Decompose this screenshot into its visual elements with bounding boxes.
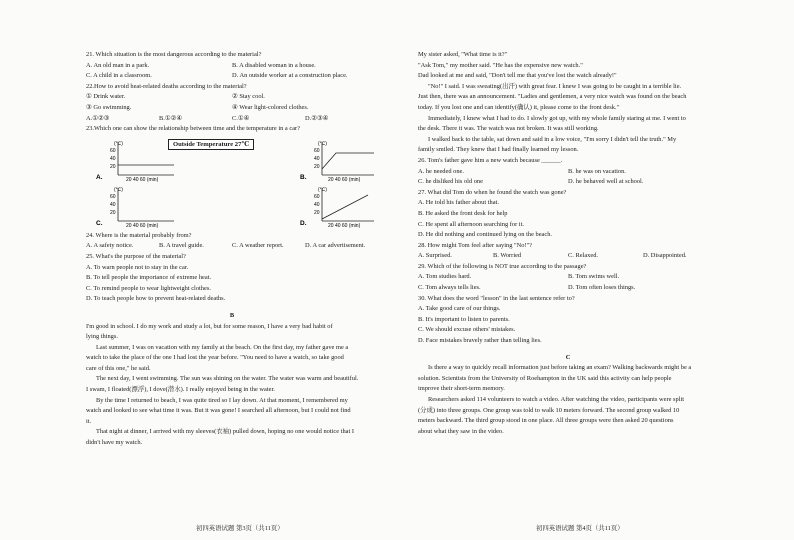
q30-option-c: C. We should excuse others' mistakes. bbox=[418, 326, 516, 334]
passage-b-cont-line: "Ask Tom," my mother said. "He has the expensive new watch." bbox=[418, 61, 583, 69]
graph-a-xticks: 20 40 60 (min) bbox=[126, 176, 159, 183]
q28-option-a: A. Surprised. bbox=[418, 252, 452, 260]
passage-c-line: Is there a way to quickly recall information just before taking an exam? Walking backwards might be a bbox=[428, 364, 692, 372]
graph-c-label: C. bbox=[96, 219, 103, 227]
q25-option-d: D. To teach people how to prevent heat-related deaths. bbox=[86, 295, 226, 303]
passage-b-cont-line: the desk. There it was. The watch was not broken. It was still working. bbox=[418, 125, 599, 133]
graph-b-ytick-60: 60 bbox=[314, 147, 320, 154]
q23-stem: 23.Which one can show the relationship between time and the temperature in a car? bbox=[86, 125, 301, 133]
q21-options-ab bbox=[86, 61, 378, 72]
passage-b-cont-line: "No!" I said. I was sweating(出汗) with great fear. I knew I was going to be caught in a terrible lie. bbox=[428, 82, 682, 90]
graph-a-ytick-60: 60 bbox=[110, 147, 116, 154]
q29-options-ab bbox=[418, 272, 718, 283]
q22-item-2: ② Stay cool. bbox=[232, 93, 265, 101]
q22-stem: 22.How to avoid heat-related deaths according to the material? bbox=[86, 82, 247, 90]
q24-option-d: D. A car advertisement. bbox=[305, 242, 366, 250]
graph-d-xticks: 20 40 60 (min) bbox=[328, 222, 361, 229]
passage-b-line: care of this one," he said. bbox=[86, 364, 151, 372]
q22-option-a: A.①②③ bbox=[86, 114, 110, 122]
q23-chart-title: Outside Temperature 27℃ bbox=[168, 139, 254, 150]
passage-b-continued bbox=[418, 50, 718, 156]
passage-c-line: (分成) into three groups. One group was told to walk 10 meters forward. The second group walked 10 bbox=[418, 406, 680, 414]
q29-option-c: C. Tom always tells lies. bbox=[418, 284, 481, 292]
graph-b-unit: (℃) bbox=[318, 140, 327, 147]
q26-option-b: B. he was on vacation. bbox=[568, 167, 626, 175]
graph-a-ytick-20: 20 bbox=[110, 163, 116, 170]
passage-b bbox=[86, 322, 378, 449]
q23-graphs bbox=[86, 137, 378, 229]
q24-option-c: C. A weather report. bbox=[232, 242, 284, 250]
q29-option-b: B. Tom swims well. bbox=[568, 273, 620, 281]
q27-option-b: B. He asked the front desk for help bbox=[418, 209, 508, 217]
q27-option-c: C. He spent all afternoon searching for it. bbox=[418, 220, 524, 228]
q29-option-a: A. Tom studies hard. bbox=[418, 273, 472, 281]
graph-b bbox=[300, 141, 374, 183]
q28-option-c: C. Relaxed. bbox=[568, 252, 598, 260]
q28-stem: 28. How might Tom feel after saying "No!"? bbox=[418, 241, 532, 249]
q26-options-cd bbox=[418, 177, 718, 188]
graph-c-ytick-60: 60 bbox=[110, 193, 116, 200]
q26-option-d: D. he behaved well at school. bbox=[568, 178, 644, 186]
graph-d-ytick-20: 20 bbox=[314, 209, 320, 216]
q24-option-a: A. A safety notice. bbox=[86, 242, 134, 250]
q26-option-c: C. he disliked his old one bbox=[418, 178, 483, 186]
graph-b-line bbox=[322, 153, 374, 169]
graph-a bbox=[96, 141, 174, 183]
passage-b-cont-line: Dad looked at me and said, "Don't tell me that you've lost the watch already!" bbox=[418, 72, 617, 80]
graph-c-xticks: 20 40 60 (min) bbox=[126, 222, 159, 229]
footer-page-4: 初四英语试题 第4页（共11页） bbox=[536, 525, 624, 532]
q30-option-a: A. Take good care of our things. bbox=[418, 305, 501, 313]
passage-b-cont-line: today. If you lost one and can identify(确认) it, please come to the front desk." bbox=[418, 103, 620, 111]
q22-options bbox=[86, 114, 378, 125]
q22-items-12 bbox=[86, 92, 378, 103]
q27-option-a: A. He told his father about that. bbox=[418, 199, 499, 207]
graph-c-ytick-20: 20 bbox=[110, 209, 116, 216]
graph-c bbox=[96, 187, 174, 229]
q22-item-1: ① Drink water. bbox=[86, 93, 126, 101]
passage-b-cont-line: Just then, there was an announcement. "Ladies and gentlemen, a very nice watch was found on the beach bbox=[418, 93, 687, 101]
footer-page-3: 初四英语试题 第3页（共11页） bbox=[196, 525, 284, 532]
passage-b-line: That night at dinner, I arrived with my sleeves(衣袖) pulled down, hoping no one would notice that I bbox=[96, 428, 354, 436]
q30-option-b: B. It's important to listen to parents. bbox=[418, 315, 510, 323]
left-column bbox=[86, 50, 378, 449]
passage-c-line: Researchers asked 114 volunteers to watch a video. After watching the video, participants were split bbox=[428, 396, 685, 403]
passage-b-cont-line: family smiled. They knew that I had finally learned my lesson. bbox=[418, 146, 579, 154]
passage-b-line: The next day, I went swimming. The sun was shining on the water. The water was warm and beautiful. bbox=[96, 375, 359, 383]
graph-c-unit: (℃) bbox=[114, 186, 123, 193]
q28-option-d: D. Disappointed. bbox=[643, 252, 687, 260]
q22-option-d: D.②③④ bbox=[305, 114, 329, 122]
passage-b-cont-line: Immediately, I knew what I had to do. I slowly got up, with my whole family staring at me. I went to bbox=[428, 114, 686, 122]
q22-items-34 bbox=[86, 103, 378, 114]
q21-option-c: C. A child in a classroom. bbox=[86, 72, 152, 80]
graph-d bbox=[300, 187, 374, 229]
graph-d-label: D. bbox=[300, 219, 307, 227]
graph-a-ytick-40: 40 bbox=[110, 155, 116, 162]
passage-c-line: about what they saw in the video. bbox=[418, 427, 504, 435]
q22-option-b: B.①②④ bbox=[159, 114, 183, 122]
passage-b-cont-line: My sister asked, "What time is it?" bbox=[418, 51, 508, 58]
graph-d-line bbox=[322, 195, 368, 219]
graph-c-ytick-40: 40 bbox=[110, 201, 116, 208]
passage-c bbox=[418, 363, 718, 437]
right-column bbox=[418, 50, 718, 437]
q28-options bbox=[418, 251, 718, 262]
q30-option-d: D. Face mistakes bravely rather than telling lies. bbox=[418, 337, 542, 345]
passage-b-line: Last summer, I was on vacation with my family at the beach. On the first day, my father gave me a bbox=[96, 343, 349, 351]
passage-b-line: watch to take the place of the one I had lost the year before. "You need to have a watch, so take good bbox=[86, 354, 344, 362]
passage-b-line: didn't have my watch. bbox=[86, 439, 143, 447]
passage-b-line: lying things. bbox=[86, 333, 118, 341]
passage-c-line: meters backward. The third group stood in one place. All three groups were then asked 20 questions bbox=[418, 417, 674, 425]
q23-graphs-svg bbox=[86, 137, 378, 229]
q28-option-b: B. Worried bbox=[493, 252, 522, 260]
q30-stem: 30. What does the word "lesson" in the last sentence refer to? bbox=[418, 294, 575, 302]
q21-option-b: B. A disabled woman in a house. bbox=[232, 61, 316, 69]
q21-option-d: D. An outside worker at a construction place. bbox=[232, 72, 348, 80]
q26-stem: 26. Tom's father gave him a new watch because ______. bbox=[418, 156, 563, 164]
passage-c-line: solution. Scientists from the University of Roehampton in the UK said this activity can help people bbox=[418, 374, 672, 382]
q29-stem: 29. Which of the following is NOT true according to the passage? bbox=[418, 262, 587, 270]
q25-stem: 25. What's the purpose of the material? bbox=[86, 252, 186, 260]
graph-b-label: B. bbox=[300, 173, 307, 181]
q21-option-a: A. An old man in a park. bbox=[86, 61, 150, 69]
q26-option-a: A. he needed one. bbox=[418, 167, 464, 175]
q29-option-d: D. Tom often loses things. bbox=[568, 284, 636, 292]
q21-stem: 21. Which situation is the most dangerous according to the material? bbox=[86, 51, 262, 58]
q22-option-c: C.①④ bbox=[232, 114, 250, 122]
graph-d-ytick-40: 40 bbox=[314, 201, 320, 208]
q21-options-cd bbox=[86, 71, 378, 82]
q25-option-a: A. To warn people not to stay in the car. bbox=[86, 263, 189, 271]
section-b-heading: B bbox=[229, 311, 235, 319]
q25-option-c: C. To remind people to wear lightweight clothes. bbox=[86, 284, 211, 292]
graph-a-unit: (℃) bbox=[114, 140, 123, 147]
q27-option-d: D. He did nothing and continued lying on the beach. bbox=[418, 231, 552, 239]
q25-option-b: B. To tell people the importance of extreme heat. bbox=[86, 274, 212, 282]
graph-b-xticks: 20 40 60 (min) bbox=[328, 176, 361, 183]
passage-c-line: improve their short-term memory. bbox=[418, 385, 505, 393]
passage-b-line: By the time I returned to beach, I was quite tired so I lay down. At that moment, I remembered my bbox=[96, 396, 348, 404]
q27-stem: 27. What did Tom do when he found the watch was gone? bbox=[418, 188, 567, 196]
graph-d-ytick-60: 60 bbox=[314, 193, 320, 200]
passage-b-cont-line: I walked back to the table, sat down and said in a low voice, "I'm sorry I didn't tell the truth." My bbox=[428, 135, 677, 143]
passage-b-line: I swam, I floated(漂浮), I dove(潜水). I really enjoyed being in the water. bbox=[86, 386, 275, 394]
passage-b-line: I'm good in school. I do my work and study a lot, but for some reason, I have a very bad habit of bbox=[86, 322, 333, 330]
passage-b-line: watch and looked to see what time it was. But it was gone! I searched all afternoon, but I could not find bbox=[86, 407, 351, 415]
q24-options bbox=[86, 241, 378, 252]
graph-b-ytick-40: 40 bbox=[314, 155, 320, 162]
graph-b-ytick-20: 20 bbox=[314, 163, 320, 170]
q29-options-cd bbox=[418, 283, 718, 294]
q22-item-4: ④ Wear light-colored clothes. bbox=[232, 103, 309, 111]
graph-d-unit: (℃) bbox=[318, 186, 327, 193]
graph-a-label: A. bbox=[96, 173, 103, 181]
q24-stem: 24. Where is the material probably from? bbox=[86, 231, 192, 239]
q26-options-ab bbox=[418, 167, 718, 178]
section-c-heading: C bbox=[565, 353, 571, 361]
q24-option-b: B. A travel guide. bbox=[159, 242, 204, 250]
passage-b-line: it. bbox=[86, 417, 92, 425]
q22-item-3: ③ Go swimming. bbox=[86, 103, 132, 111]
